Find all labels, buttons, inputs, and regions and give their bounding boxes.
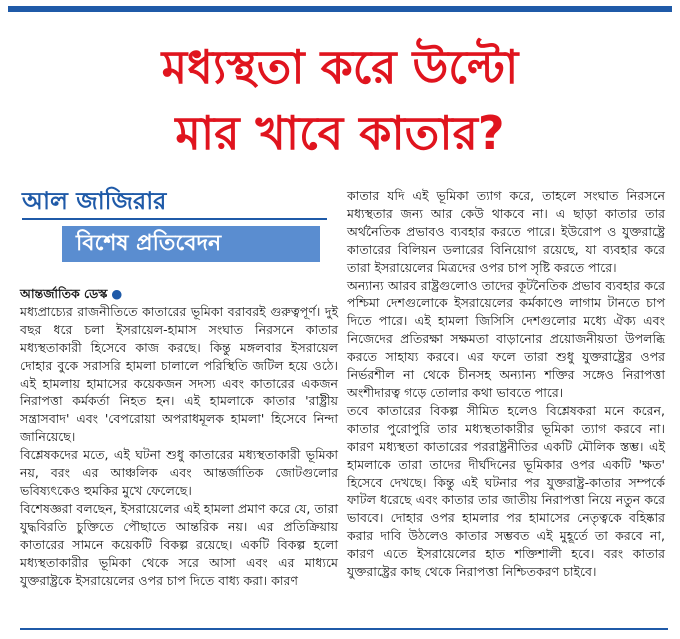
top-rule — [8, 6, 672, 12]
article-column-right — [347, 187, 665, 581]
author-name: আল জাজিরার — [22, 187, 167, 215]
headline-line-1: মধ্যস্থতা করে উল্টো — [161, 40, 519, 94]
paragraph: কাতার যদি এই ভূমিকা ত্যাগ করে, তাহলে সংঘাত নিরসনে মধ্যস্থতার জন্য আর কেউ থাকবে না। এ ছাড়া কাতার তার অর্থনৈতিক প্রভাবও ব্যবহার করতে পারে। ইউরোপ ও যুক্তরাষ্ট্রে কাতারের বিলিয়ন ডলারের বিনিয়োগ রয়েছে, যা ব্যবহার করে তারা ইসরায়েলের মিত্রদের ওপর চাপ সৃষ্টি করতে পারে। — [347, 188, 665, 275]
article-column-left — [20, 285, 338, 589]
paragraph: তবে কাতারের বিকল্প সীমিত হলেও বিশ্লেষকরা মনে করেন, কাতার পুরোপুরি তার মধ্যস্থতাকারীর ভূমিকা ত্যাগ করবে না। কারণ মধ্যস্থতা কাতারের পররাষ্ট্রনীতির একটি মৌলিক স্তম্ভ। এই হামলাকে তারা তাদের দীর্ঘদিনের ভূমিকার ওপর একটি 'ক্ষত' হিসেবে দেখছে। কিন্তু এই ঘটনার পর যুক্তরাষ্ট্র-কাতার সম্পর্কে ফাটল ধরেছে এবং কাতার তার জাতীয় নিরাপত্তা নিয়ে নতুন করে ভাববে। দোহার ওপর হামলার পর হামাসের নেতৃত্বকে বহিষ্কার করার দাবি উঠলেও কাতার সম্ভবত এই মুহূর্তে তা করবে না, কারণ এতে ইসরায়েলের হাত শক্তিশালী হবে। বরং কাতার যুক্তরাষ্ট্রের কাছ থেকে নিরাপত্তা নিশ্চিতকরণ চাইবে। — [347, 402, 665, 580]
desk-label: আন্তর্জাতিক ডেস্ক — [20, 286, 108, 301]
paragraph: বিশেষজ্ঞরা বলছেন, ইসরায়েলের এই হামলা প্রমাণ করে যে, তারা যুদ্ধবিরতি চুক্তিতে পৌছাতে আন্তরিক নয়। এর প্রতিক্রিয়ায় কাতারের সামনে কয়েকটি বিকল্প রয়েছে। একটি বিকল্প হলো মধ্যস্থতাকারীর ভূমিকা থেকে সরে আসা এবং এর মাধ্যমে যুক্তরাষ্ট্রকে ইসরায়েলের ওপর চাপ দিতে বাধ্য করা। কারণ — [20, 500, 338, 588]
bottom-rule — [20, 628, 668, 630]
paragraph: মধ্যপ্রাচ্যের রাজনীতিতে কাতারের ভূমিকা বরাবরই গুরুত্বপূর্ণ। দুই বছর ধরে চলা ইসরায়েল-হামাস সংঘাত নিরসনে কাতার মধ্যস্থতাকারী হিসেবে কাজ করছে। কিন্তু মঙ্গলবার ইসরায়েল দোহার বুকে সরাসরি হামলা চালালে পরিস্থিতি জটিল হয়ে ওঠে। এই হামলায় হামাসের কয়েকজন সদস্য এবং কাতারের একজন নিরাপত্তা কর্মকর্তা নিহত হন। এই হামলাকে কাতার 'রাষ্ট্রীয় সন্ত্রাসবাদ' এবং 'বেপরোয়া অপরাধমূলক হামলা' হিসেবে নিন্দা জানিয়েছে। — [20, 303, 338, 445]
report-type-box: বিশেষ প্রতিবেদন — [62, 226, 320, 262]
paragraph: বিশ্লেষকদের মতে, এই ঘটনা শুধু কাতারের মধ্যস্থতাকারী ভূমিকা নয়, বরং এর আঞ্চলিক এবং আন্তর্জাতিক জোটগুলোর ভবিষ্যৎকেও হুমকির মুখে ফেলেছে। — [20, 447, 338, 498]
bullet-dot-icon: ● — [111, 286, 123, 301]
paragraph: অন্যান্য আরব রাষ্ট্রগুলোও তাদের কূটনৈতিক প্রভাব ব্যবহার করে পশ্চিমা দেশগুলোকে ইসরায়েলের কর্মকাণ্ডে লাগাম টানতে চাপ দিতে পারে। এই হামলা জিসিসি দেশগুলোর মধ্যে ঐক্য এবং নিজেদের প্রতিরক্ষা সক্ষমতা বাড়ানোর প্রয়োজনীয়তা উপলব্ধি করতে সাহায্য করবে। এর ফলে তারা শুধু যুক্তরাষ্ট্রের ওপর নির্ভরশীল না থেকে চীনসহ অন্যান্য শক্তির সঙ্গেও নিরাপত্তা অংশীদারত্ব গড়ে তোলার কথা ভাবতে পারে। — [347, 277, 665, 400]
byline-rule — [22, 218, 327, 220]
desk-line — [20, 285, 338, 303]
headline-line-2: মার খাবে কাতার? — [175, 106, 505, 160]
byline — [22, 186, 332, 220]
